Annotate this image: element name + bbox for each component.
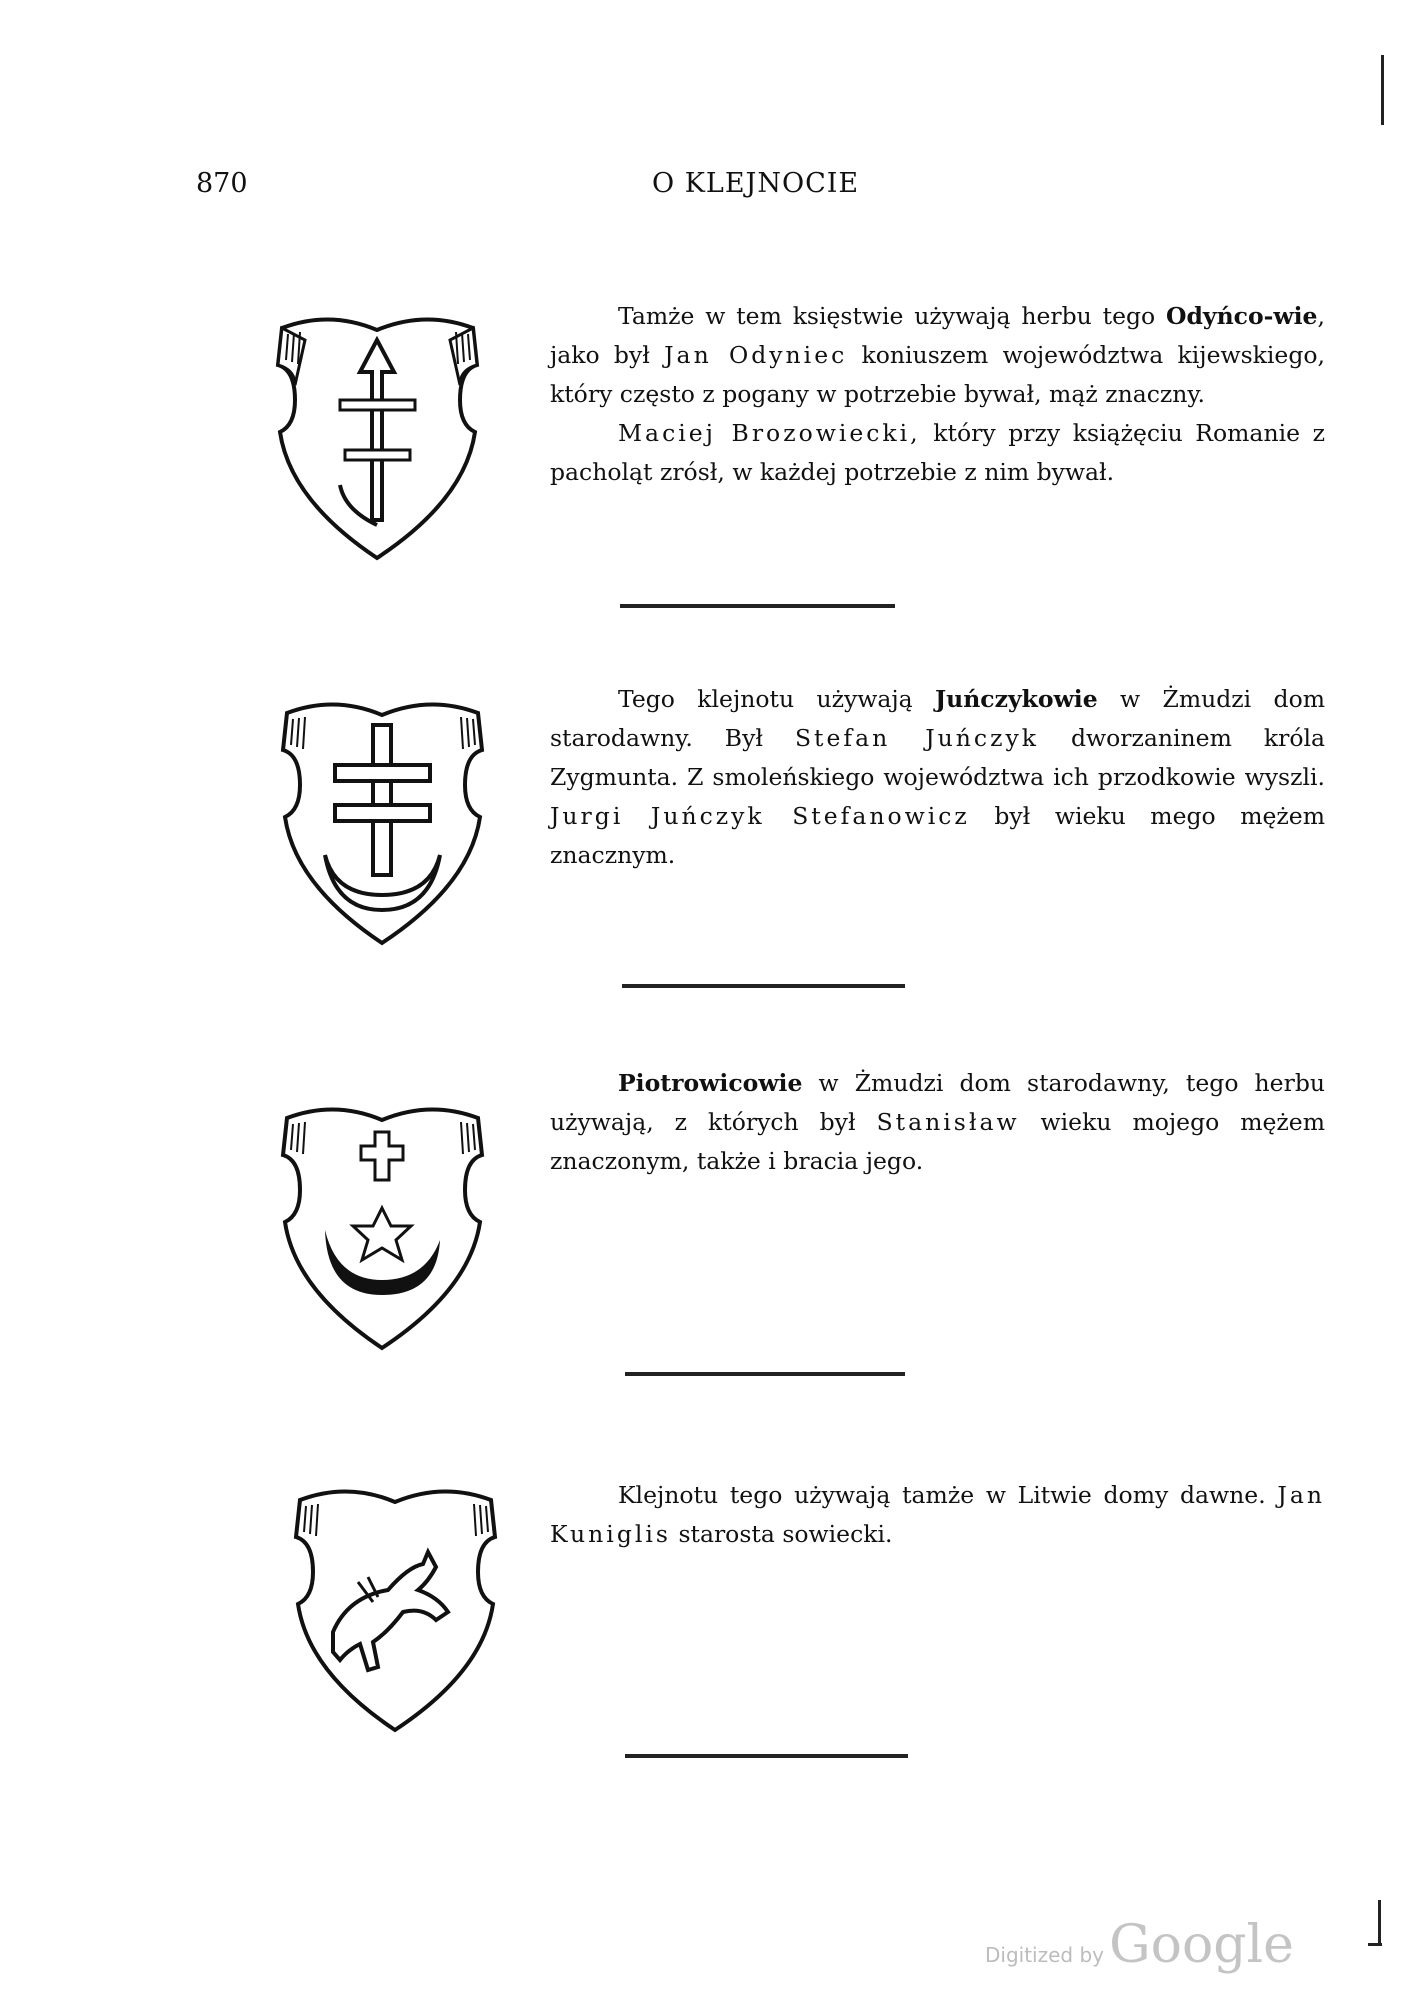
- section-rule: [622, 984, 905, 988]
- text: starosta sowiecki.: [670, 1520, 893, 1548]
- text: Klejnotu tego używają tamże w Litwie domy dawne.: [618, 1481, 1278, 1509]
- page-number: 870: [196, 168, 248, 199]
- person-name: Jan Kuniglis: [550, 1481, 1325, 1548]
- person-name: Maciej Brozowiecki,: [618, 419, 921, 447]
- text: , jako był: [550, 302, 1325, 369]
- text: który przy książęciu Romanie z pacholąt zrósł, w każdej potrzebie z nim bywał.: [550, 419, 1325, 486]
- shield-cross-star-crescent-icon: [265, 1090, 500, 1355]
- text: w Żmudzi dom starodawny, tego herbu używają, z których był: [550, 1069, 1325, 1136]
- section-rule: [625, 1754, 908, 1758]
- text: koniuszem województwa kijewskiego, który często z pogany w potrzebie bywał, mąż znaczny.: [550, 341, 1325, 408]
- text: w Żmudzi dom starodawny. Był: [550, 685, 1325, 752]
- person-name: Stanisław: [876, 1108, 1020, 1136]
- text: Tego klejnotu używają: [618, 685, 936, 713]
- edge-mark-bottom-foot: [1368, 1943, 1382, 1946]
- section-rule: [625, 1372, 905, 1376]
- entry-kuniglis: [550, 1476, 1325, 1554]
- entry-junczykowie: [550, 680, 1325, 875]
- running-title: O KLEJNOCIE: [652, 168, 860, 199]
- paragraph: [550, 1064, 1325, 1181]
- paragraph: [550, 680, 1325, 875]
- watermark-google-text: Google: [1109, 1915, 1294, 1975]
- family-name: Piotrowicowie: [618, 1069, 803, 1097]
- paragraph: [550, 414, 1325, 492]
- person-name: Jurgi Juńczyk Stefanowicz: [550, 802, 970, 830]
- edge-mark-top: [1381, 55, 1384, 125]
- text: dworzaninem króla Zygmunta. Z smoleńskiego województwa ich przodkowie wyszli.: [550, 724, 1325, 791]
- family-name: Odyńco-wie: [1166, 302, 1318, 330]
- digitized-by-google-watermark: [985, 1915, 1294, 1975]
- family-name: Juńczykowie: [935, 685, 1098, 713]
- entry-piotrowicowie: [550, 1064, 1325, 1181]
- person-name: Stefan Juńczyk: [794, 724, 1039, 752]
- section-rule: [620, 604, 895, 608]
- shield-double-cross-anchor-icon: [265, 685, 500, 950]
- edge-mark-bottom: [1378, 1900, 1381, 1945]
- person-name: Jan Odyniec: [664, 341, 848, 369]
- text: Tamże w tem księstwie używają herbu tego: [618, 302, 1167, 330]
- text: wieku mojego mężem znaczonym, także i bracia jego.: [550, 1108, 1326, 1175]
- watermark-small-text: Digitized by: [985, 1943, 1104, 1967]
- text: był wieku mego mężem znacznym.: [550, 802, 1325, 869]
- paragraph: [550, 297, 1325, 414]
- entry-odyncowie: [550, 297, 1325, 492]
- shield-leaping-goat-icon: [278, 1472, 513, 1737]
- shield-odrowaz-icon: [260, 300, 495, 565]
- paragraph: [550, 1476, 1325, 1554]
